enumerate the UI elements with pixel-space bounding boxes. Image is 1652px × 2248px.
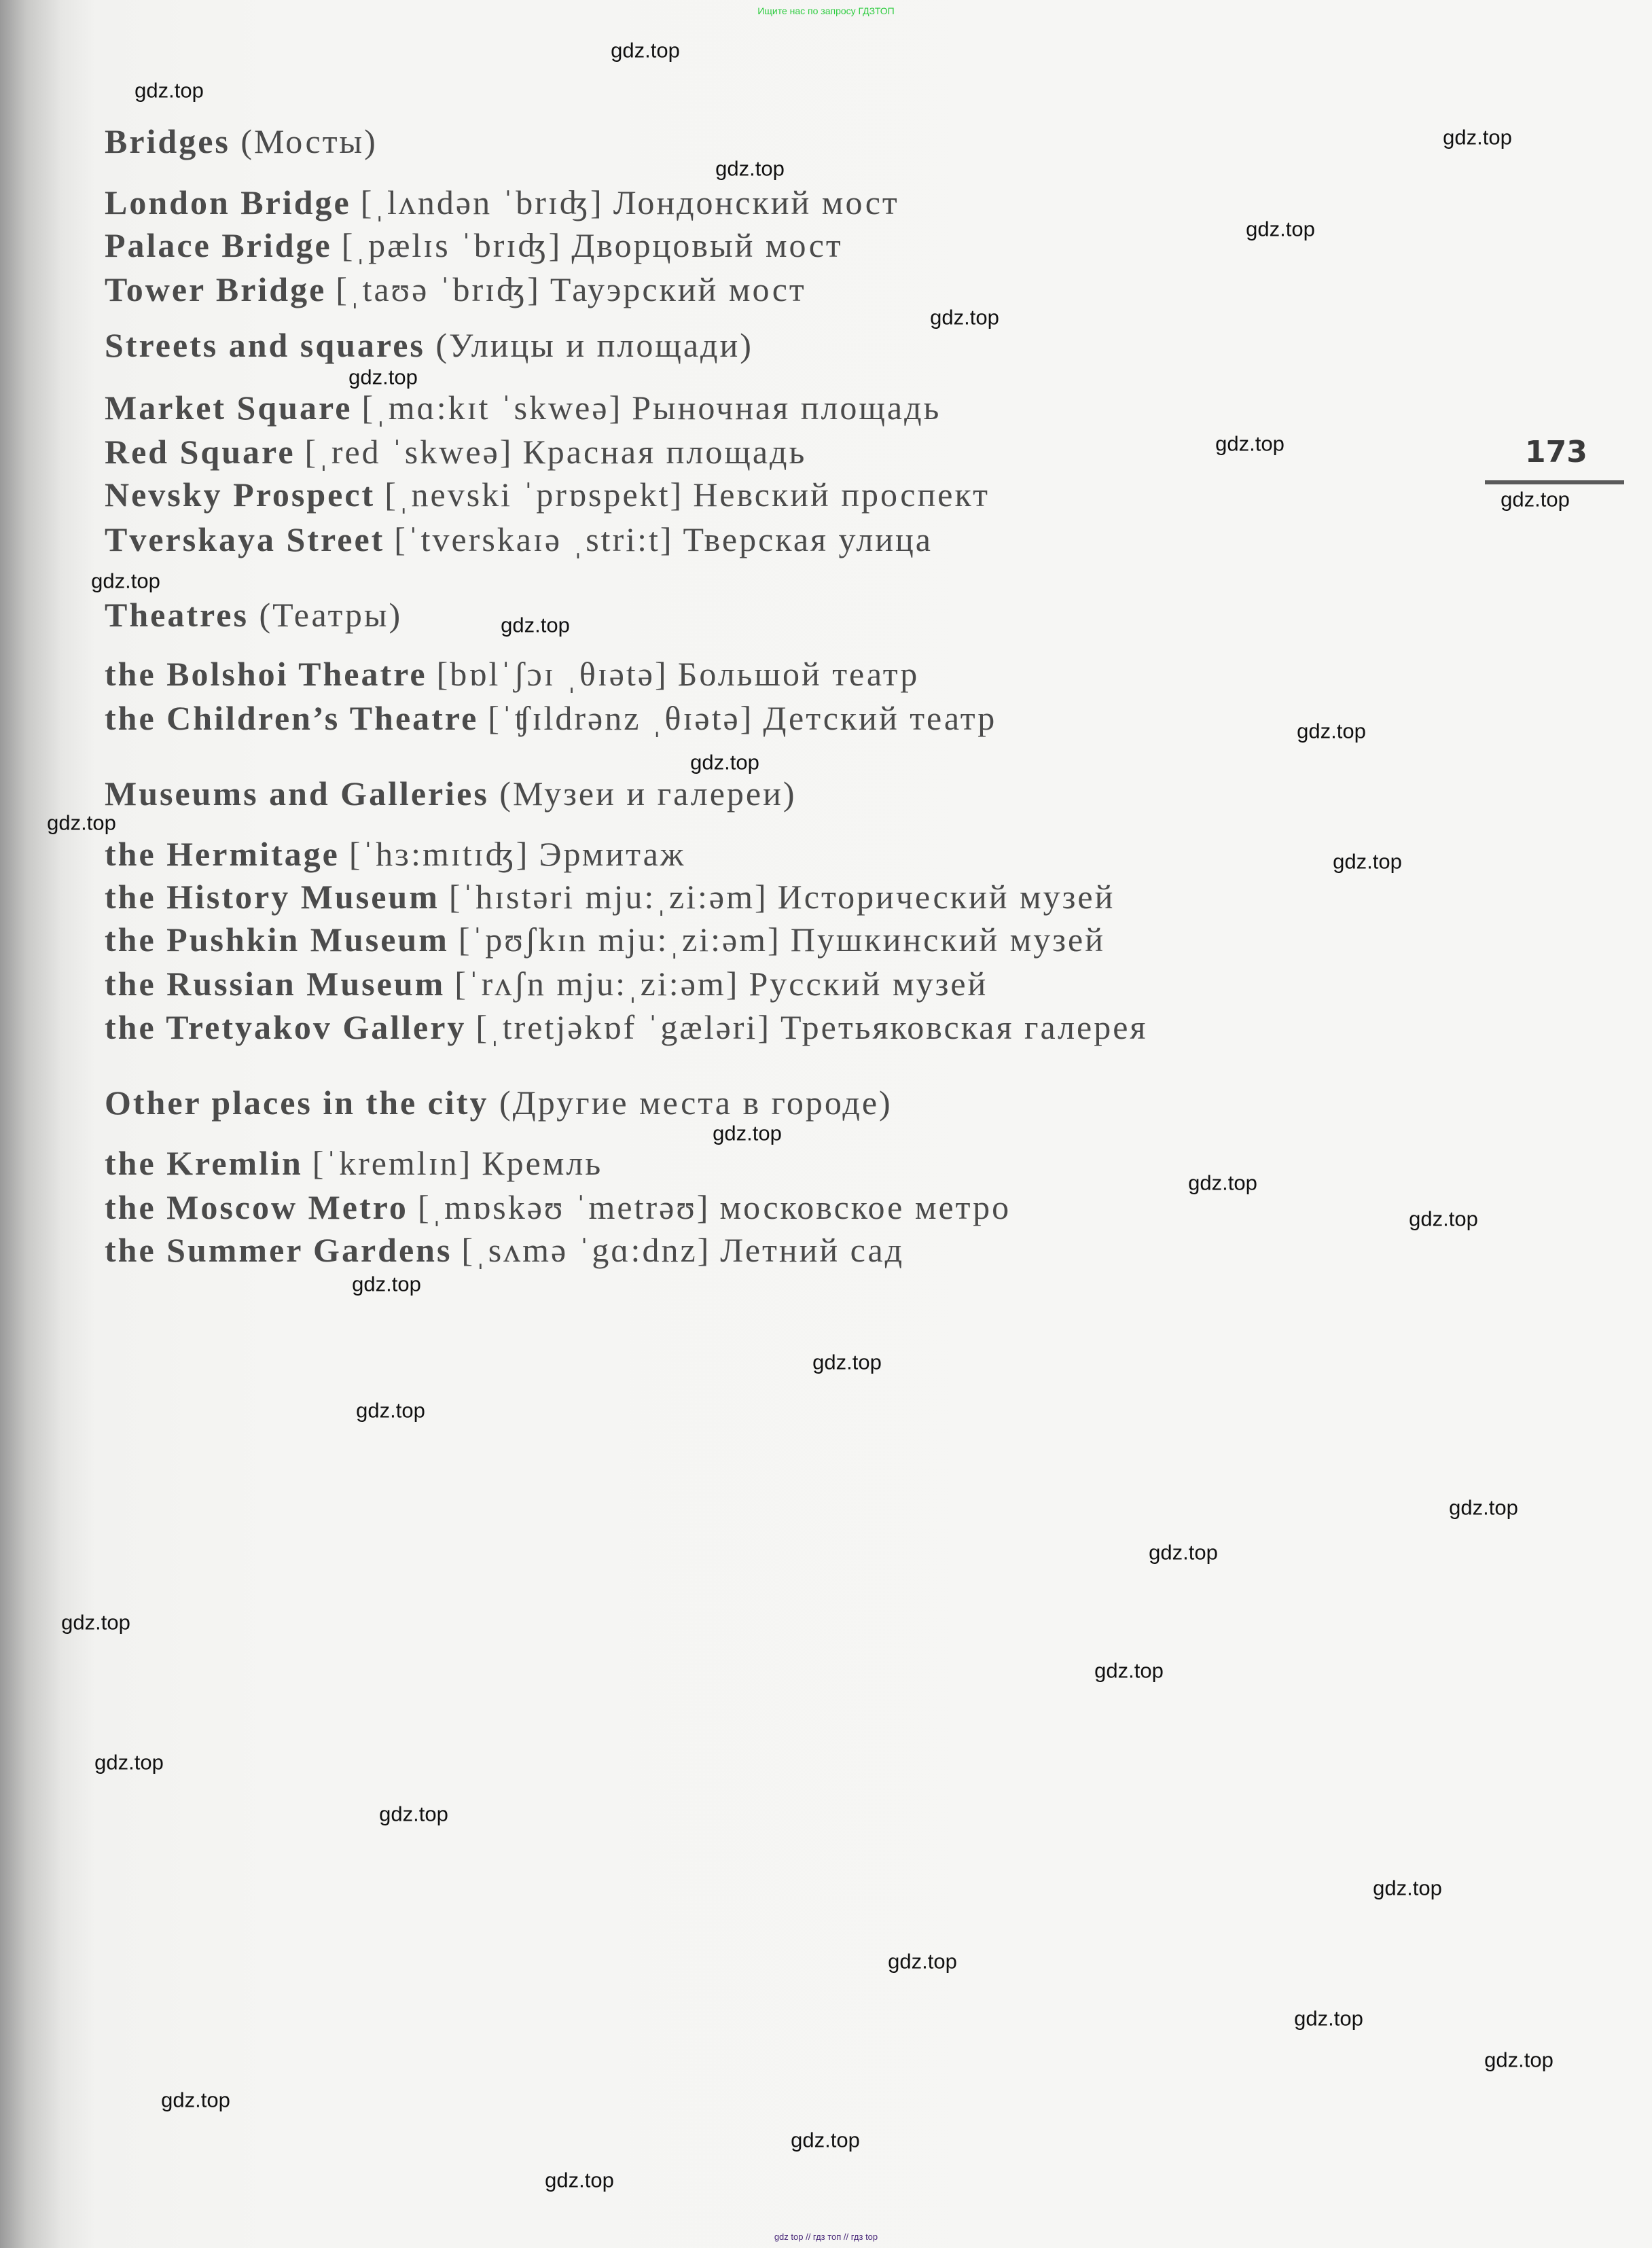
vocab-term: the Pushkin Museum [105, 921, 449, 959]
section-title: Other places in the city [105, 1084, 489, 1122]
watermark-text: gdz.top [1373, 1876, 1442, 1900]
section-heading [105, 596, 402, 634]
vocab-transcription: [ˌpælɪs ˈbrɪʤ] [341, 226, 562, 264]
vocab-translation: Рыночная площадь [632, 389, 941, 427]
vocab-translation: Русский музей [749, 965, 988, 1003]
vocab-entry [105, 655, 919, 693]
section-title-ru: (Музеи и галереи) [499, 774, 797, 813]
section-title: Theatres [105, 596, 249, 634]
watermark-text: gdz.top [352, 1272, 421, 1296]
vocab-transcription: [ˈkremlɪn] [312, 1144, 473, 1182]
section-title-ru: (Улицы и площади) [435, 326, 753, 364]
vocab-entry [105, 835, 685, 873]
vocab-term: Market Square [105, 389, 353, 427]
watermark-text: gdz.top [47, 810, 116, 835]
vocab-term: the Bolshoi Theatre [105, 655, 427, 693]
vocab-entry [105, 1188, 1011, 1226]
vocab-entry [105, 433, 806, 471]
section-title: Museums and Galleries [105, 774, 489, 813]
vocab-entry [105, 1231, 904, 1269]
vocab-translation: Исторический музей [777, 878, 1115, 916]
page-number-rule [1485, 480, 1624, 484]
vocab-entry [105, 921, 1105, 959]
watermark-text: gdz.top [1188, 1171, 1257, 1195]
vocab-term: the Moscow Metro [105, 1188, 408, 1226]
section-title-ru: (Мосты) [240, 122, 378, 160]
vocab-term: the Hermitage [105, 835, 340, 873]
vocab-transcription: [ˌlʌndən ˈbrɪʤ] [360, 183, 604, 221]
watermark-text: gdz.top [1484, 2048, 1554, 2072]
vocab-transcription: [ˈhɜ:mɪtɪʤ] [348, 835, 530, 873]
section-heading [105, 326, 753, 364]
vocab-translation: Невский проспект [693, 476, 990, 514]
section-title: Streets and squares [105, 326, 425, 364]
vocab-entry [105, 699, 996, 737]
watermark-text: gdz.top [1094, 1658, 1164, 1683]
vocab-transcription: [ˈpʊʃkɪn mju:ˌzi:əm] [458, 921, 781, 959]
vocab-translation: московское метро [719, 1188, 1011, 1226]
watermark-text: gdz.top [1443, 125, 1512, 149]
vocab-entry [105, 520, 933, 558]
watermark-text: gdz.top [1409, 1207, 1478, 1231]
vocab-translation: Большой театр [677, 655, 920, 693]
section-title: Bridges [105, 122, 230, 160]
vocab-entry [105, 183, 899, 221]
vocab-entry [105, 389, 941, 427]
watermark-text: gdz.top [161, 2088, 230, 2112]
vocab-entry [105, 878, 1115, 916]
vocab-transcription: [ˌsʌmə ˈgɑ:dnz] [461, 1231, 711, 1269]
watermark-text: gdz.top [1149, 1540, 1218, 1565]
vocab-entry [105, 1008, 1147, 1046]
vocab-term: Tower Bridge [105, 270, 327, 308]
vocab-entry [105, 270, 806, 308]
vocab-translation: Красная площадь [522, 433, 807, 471]
vocab-transcription: [ˌnevski ˈprɒspekt] [384, 476, 684, 514]
watermark-text: gdz.top [930, 305, 999, 329]
watermark-text: gdz.top [1215, 431, 1285, 456]
section-title-ru: (Театры) [259, 596, 403, 634]
vocab-transcription: [ˌred ˈskweə] [304, 433, 514, 471]
vocab-translation: Детский театр [763, 699, 997, 737]
watermark-text: gdz.top [1449, 1495, 1518, 1520]
watermark-text: gdz.top [348, 365, 418, 389]
watermark-text: gdz.top [791, 2128, 860, 2152]
page-number: 173 [1525, 435, 1587, 469]
vocab-transcription: [ˈtverskaɪə ˌstri:t] [394, 520, 674, 558]
vocab-translation: Третьяковская галерея [780, 1008, 1148, 1046]
vocab-term: the Kremlin [105, 1144, 303, 1182]
watermark-text: gdz.top [715, 156, 785, 181]
vocab-term: Nevsky Prospect [105, 476, 376, 514]
vocab-translation: Летний сад [720, 1231, 905, 1269]
vocab-transcription: [ˌmɑ:kɪt ˈskweə] [361, 389, 623, 427]
watermark-text: gdz.top [134, 78, 204, 103]
vocab-term: Palace Bridge [105, 226, 332, 264]
vocab-term: the Summer Gardens [105, 1231, 452, 1269]
section-heading [105, 122, 378, 160]
vocab-entry [105, 965, 988, 1003]
vocab-transcription: [ˈhɪstəri mju:ˌzi:əm] [448, 878, 768, 916]
section-title-ru: (Другие места в городе) [499, 1084, 893, 1122]
vocab-term: the Tretyakov Gallery [105, 1008, 467, 1046]
watermark-text: gdz.top [888, 1949, 957, 1974]
vocab-translation: Кремль [482, 1144, 603, 1182]
vocab-entry [105, 476, 990, 514]
bottom-banner-note: gdz top // гдз топ // гдз top [774, 2232, 878, 2242]
vocab-entry [105, 1144, 603, 1182]
watermark-text: gdz.top [812, 1350, 882, 1374]
vocab-translation: Лондонский мост [613, 183, 899, 221]
vocab-translation: Пушкинский музей [790, 921, 1105, 959]
watermark-text: gdz.top [690, 750, 759, 774]
watermark-text: gdz.top [713, 1121, 782, 1145]
watermark-text: gdz.top [1501, 487, 1570, 512]
watermark-text: gdz.top [379, 1802, 448, 1826]
watermark-text: gdz.top [91, 569, 160, 593]
vocab-term: the History Museum [105, 878, 439, 916]
vocab-term: the Children’s Theatre [105, 699, 479, 737]
vocab-term: London Bridge [105, 183, 351, 221]
vocab-transcription: [ˌtaʊə ˈbrɪʤ] [336, 270, 541, 308]
vocab-translation: Тверская улица [683, 520, 933, 558]
watermark-text: gdz.top [1294, 2006, 1363, 2031]
watermark-text: gdz.top [501, 613, 570, 637]
watermark-text: gdz.top [94, 1750, 164, 1774]
vocab-term: the Russian Museum [105, 965, 446, 1003]
vocab-transcription: [ˈrʌʃn mju:ˌzi:əm] [454, 965, 740, 1003]
watermark-text: gdz.top [1246, 217, 1315, 241]
vocab-term: Tverskaya Street [105, 520, 385, 558]
vocab-translation: Дворцовый мост [571, 226, 843, 264]
vocab-term: Red Square [105, 433, 295, 471]
vocab-transcription: [ˌmɒskəʊ ˈmetrəʊ] [417, 1188, 711, 1226]
watermark-text: gdz.top [61, 1610, 130, 1635]
top-banner-note: Ищите нас по запросу ГДЗТОП [757, 5, 895, 16]
vocab-transcription: [bɒlˈʃɔɪ ˌθɪətə] [436, 655, 668, 693]
watermark-text: gdz.top [356, 1398, 425, 1423]
watermark-text: gdz.top [1333, 849, 1402, 874]
vocab-entry [105, 226, 843, 264]
section-heading [105, 1084, 893, 1122]
section-heading [105, 774, 797, 813]
vocab-transcription: [ˌtretjəkɒf ˈgæləri] [475, 1008, 771, 1046]
watermark-text: gdz.top [611, 38, 680, 63]
vocab-translation: Тауэрский мост [550, 270, 806, 308]
vocab-transcription: [ˈʧɪldrənz ˌθɪətə] [488, 699, 754, 737]
vocab-translation: Эрмитаж [539, 835, 686, 873]
watermark-text: gdz.top [1297, 719, 1366, 743]
watermark-text: gdz.top [545, 2168, 614, 2192]
